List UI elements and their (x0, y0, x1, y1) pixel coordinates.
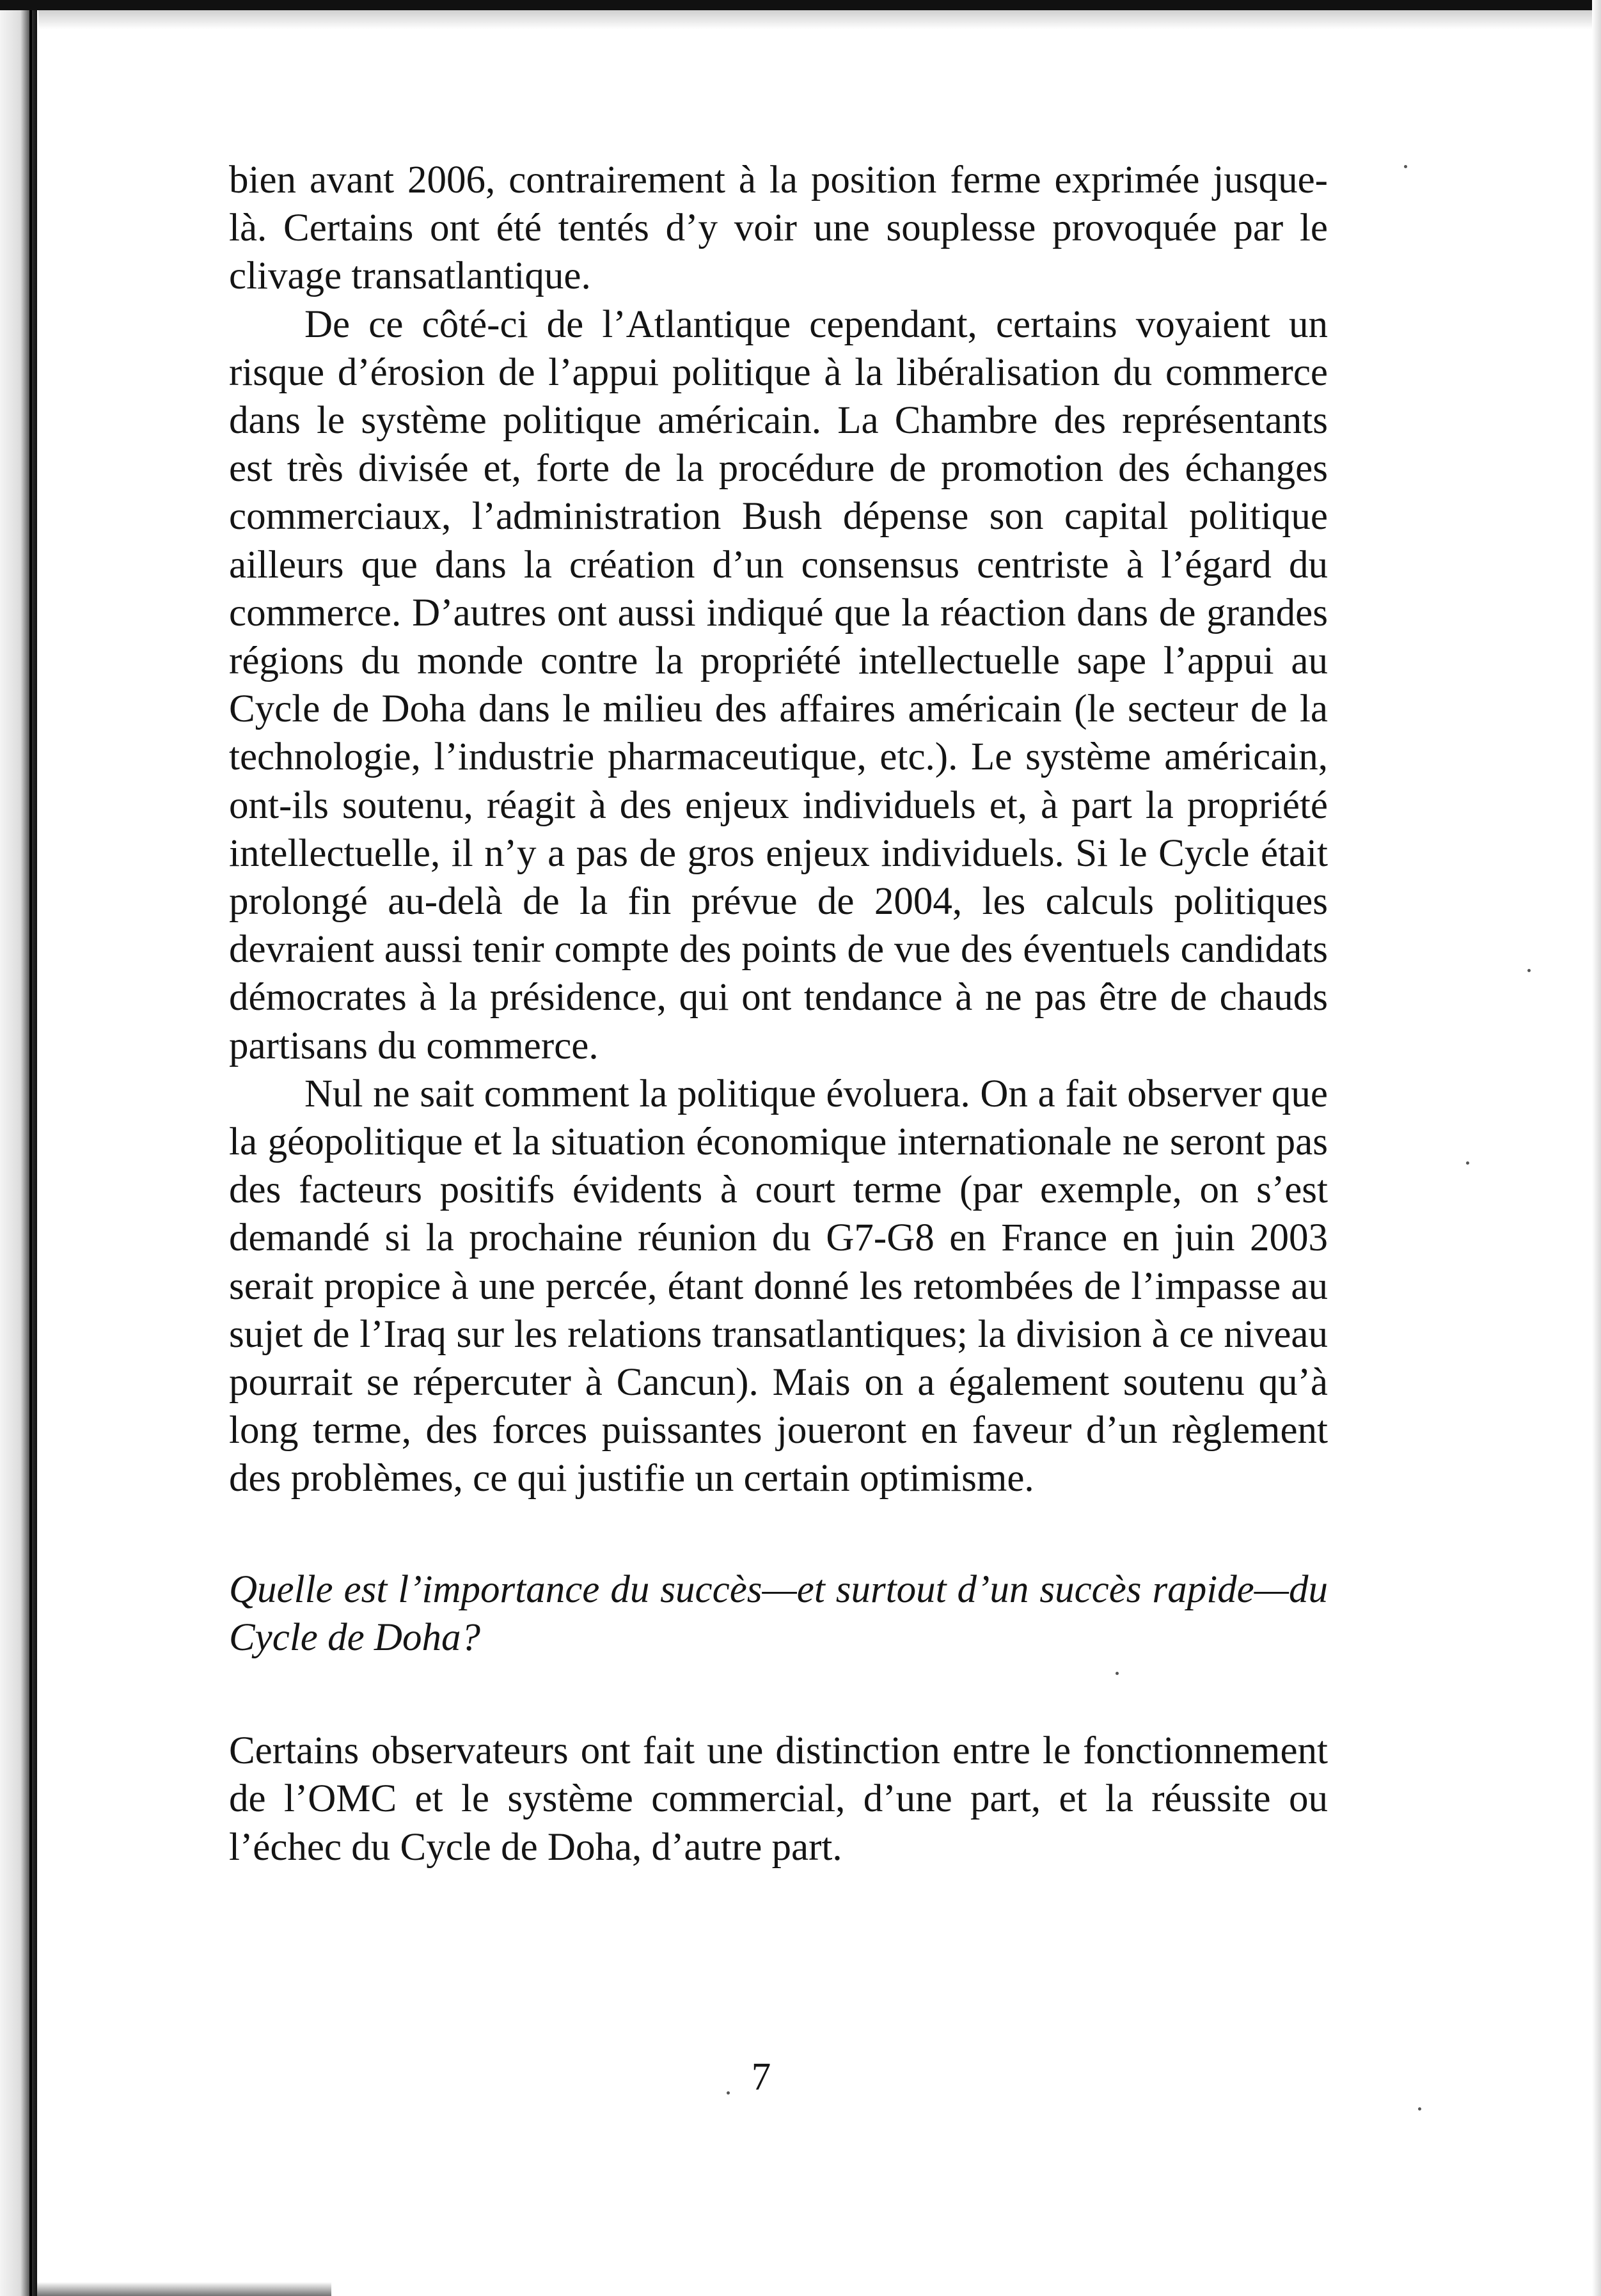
scan-top-edge (0, 0, 1601, 10)
scan-binding-edge (29, 0, 32, 2296)
paragraph-continuation: bien avant 2006, contrairement à la position ferme exprimée jusque-là. Certains ont été tentés d’y voir une souplesse provoquée par le clivage transatlantique. (229, 159, 1328, 298)
paragraph-after-heading: Certains observateurs ont fait une distinction entre le fonctionnement de l’OMC et le système commercial, d’une part, et la réussite ou l’échec du Cycle de Doha, d’autre part. (229, 1729, 1328, 1869)
scan-speck (1418, 2107, 1421, 2111)
scan-speck (1116, 1672, 1119, 1675)
page-number: 7 (751, 2056, 771, 2098)
scan-speck (1527, 969, 1531, 972)
paragraph-atlantic-side: De ce côté-ci de l’Atlantique cependant, certains voyaient un risque d’érosion de l’appui politique à la libéralisation du commerce dans le système politique américain. La Chambre des représentants est très divisée et, forte de la procédure de promotion des échanges commerciaux, l’administration Bush dépense son capital politique ailleurs que dans la création d’un consensus centriste à l’égard du commerce. D’autres ont aussi indiqué que la réaction dans de grandes régions du monde contre la propriété intellectuelle sape l’appui au Cycle de Doha dans le milieu des affaires américain (le secteur de la technologie, l’industrie pharmaceutique, etc.). Le système américain, ont-ils soutenu, réagit à des enjeux individuels et, à part la propriété intellectuelle, il n’y a pas de gros enjeux individuels. Si le Cycle était prolongé au-delà de la fin prévue de 2004, les calculs politiques devraient aussi tenir compte des points de vue des éventuels candidats démocrates à la présidence, qui ont tendance à ne pas être de chauds partisans du commerce. (229, 303, 1328, 1067)
section-heading: Quelle est l’importance du succès—et surtout d’un succès rapide—du Cycle de Doha? (229, 1568, 1328, 1659)
scan-speck (1466, 1161, 1469, 1165)
paragraph-politics-evolution: Nul ne sait comment la politique évoluera. On a fait observer que la géopolitique et la situation économique internationale ne seront pas des facteurs positifs évidents à court terme (par exemple, on s’est demandé si la prochaine réunion du G7-G8 en France en juin 2003 serait propice à une percée, étant donné les retombées de l’impasse au sujet de l’Iraq sur les relations transatlantiques; la division à ce niveau pourrait se répercuter à Cancun). Mais on a également soutenu qu’à long terme, des forces puissantes joueront en faveur d’un règlement des problèmes, ce qui justifie un certain optimisme. (229, 1072, 1328, 1500)
scan-right-edge (1592, 0, 1601, 2296)
scan-speck (727, 2091, 730, 2095)
page-body (229, 156, 1328, 1871)
scan-speck (1404, 165, 1407, 168)
scan-bottom-shadow (37, 2282, 331, 2296)
scan-top-shade (38, 10, 1599, 29)
